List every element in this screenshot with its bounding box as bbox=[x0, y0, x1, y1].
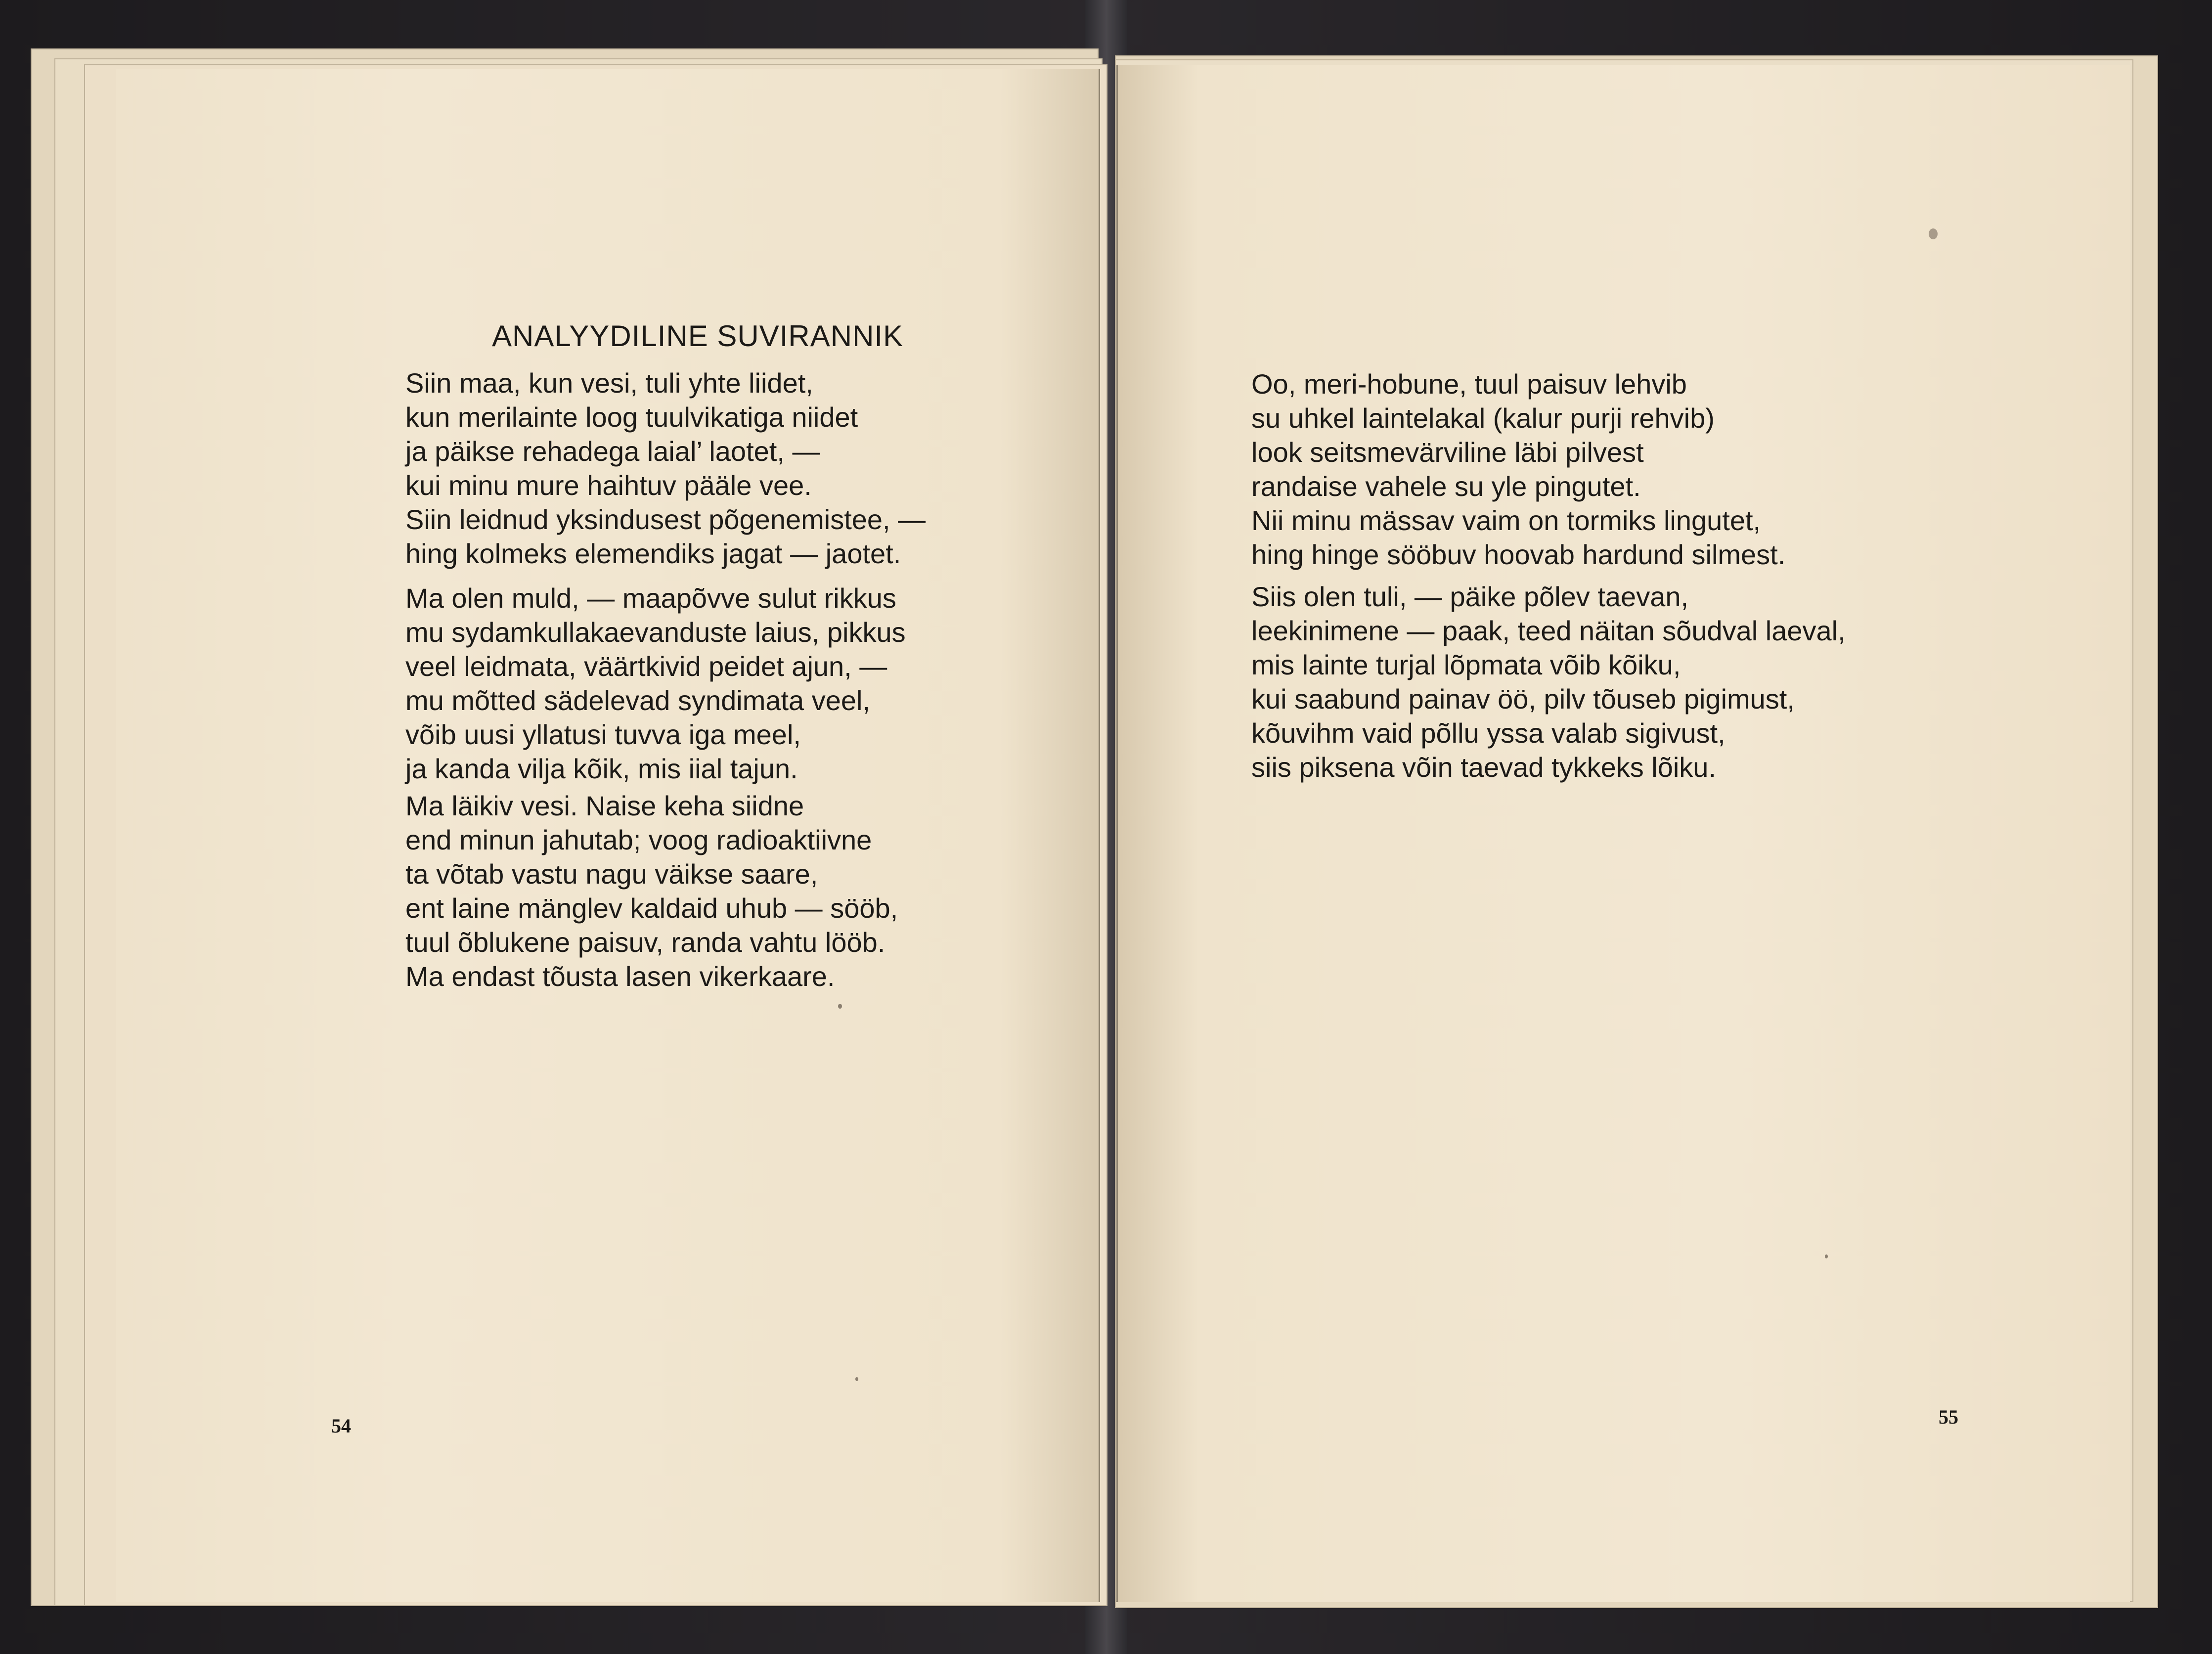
poem-title: ANALYYDILINE SUVIRANNIK bbox=[492, 319, 904, 353]
poem-stanza bbox=[1251, 580, 1846, 784]
poem-line: mu mõtted sädelevad syndimata veel, bbox=[405, 685, 871, 716]
poem-line: kun merilainte loog tuulvikatiga niidet bbox=[405, 402, 858, 433]
paper-speck bbox=[855, 1377, 858, 1381]
right-page bbox=[1116, 65, 2130, 1602]
poem-line: Ma endast tõusta lasen vikerkaare. bbox=[405, 961, 835, 992]
poem-line: hing kolmeks elemendiks jagat — jaotet. bbox=[405, 538, 901, 569]
poem-line: su uhkel laintelakal (kalur purji rehvib) bbox=[1251, 402, 1715, 434]
poem-line: tuul õblukene paisuv, randa vahtu lööb. bbox=[405, 927, 885, 958]
paper-speck bbox=[838, 1004, 842, 1009]
poem-line: Nii minu mässav vaim on tormiks lingutet, bbox=[1251, 505, 1761, 536]
poem-line: randaise vahele su yle pingutet. bbox=[1251, 471, 1641, 502]
poem-line: kõuvihm vaid põllu yssa valab sigivust, bbox=[1251, 717, 1725, 749]
poem-line: ent laine mänglev kaldaid uhub — sööb, bbox=[405, 893, 898, 924]
left-page bbox=[116, 69, 1100, 1602]
poem-line: ta võtab vastu nagu väikse saare, bbox=[405, 858, 818, 890]
poem-line: veel leidmata, väärtkivid peidet ajun, — bbox=[405, 651, 887, 682]
poem-line: Ma läikiv vesi. Naise keha siidne bbox=[405, 790, 804, 821]
poem-line: kui minu mure haihtuv pääle vee. bbox=[405, 470, 812, 501]
poem-line: ja kanda vilja kõik, mis iial tajun. bbox=[405, 753, 798, 784]
poem-line: mu sydamkullakaevanduste laius, pikkus bbox=[405, 617, 906, 648]
poem-line: end minun jahutab; voog radioaktiivne bbox=[405, 824, 872, 855]
poem-line: mis lainte turjal lõpmata võib kõiku, bbox=[1251, 649, 1681, 680]
poem-line: Siin leidnud yksindusest põgenemistee, — bbox=[405, 504, 926, 535]
poem-line: look seitsmevärviline läbi pilvest bbox=[1251, 437, 1644, 468]
poem-line: ja päikse rehadega laial’ laotet, — bbox=[405, 436, 820, 467]
page-number: 54 bbox=[331, 1415, 351, 1437]
page-number: 55 bbox=[1939, 1406, 1958, 1428]
poem-stanza bbox=[405, 789, 898, 993]
poem-line: hing hinge sööbuv hoovab hardund silmest. bbox=[1251, 539, 1786, 570]
poem-line: Siis olen tuli, — päike põlev taevan, bbox=[1251, 581, 1689, 612]
paper-speck bbox=[1929, 228, 1938, 239]
paper-speck bbox=[1825, 1254, 1828, 1258]
poem-stanza bbox=[405, 581, 906, 786]
poem-line: Siin maa, kun vesi, tuli yhte liidet, bbox=[405, 367, 813, 399]
poem-line: Ma olen muld, — maapõvve sulut rikkus bbox=[405, 582, 896, 614]
poem-line: võib uusi yllatusi tuvva iga meel, bbox=[405, 719, 801, 750]
poem-stanza bbox=[405, 366, 926, 571]
poem-line: leekinimene — paak, teed näitan sõudval laeval, bbox=[1251, 615, 1846, 646]
poem-line: Oo, meri-hobune, tuul paisuv lehvib bbox=[1251, 368, 1687, 400]
poem-line: kui saabund painav öö, pilv tõuseb pigimust, bbox=[1251, 683, 1795, 715]
poem-line: siis piksena võin taevad tykkeks lõiku. bbox=[1251, 752, 1716, 783]
poem-stanza bbox=[1251, 367, 1785, 572]
